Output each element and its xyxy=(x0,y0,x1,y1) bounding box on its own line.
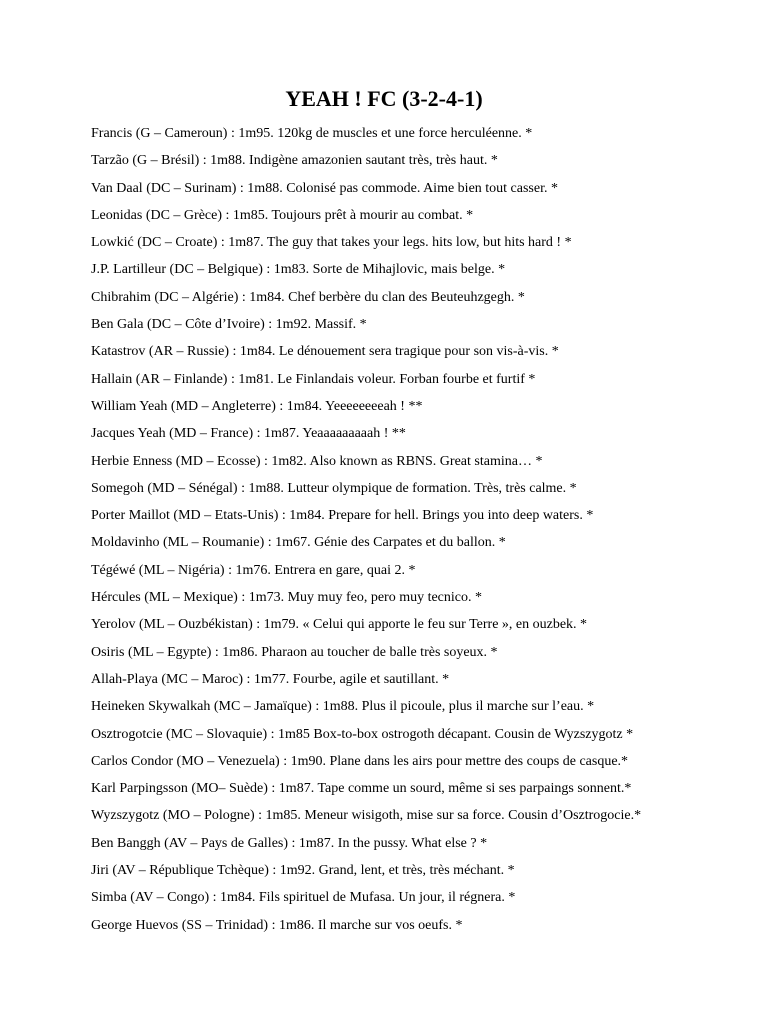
player-line: Lowkić (DC – Croate) : 1m87. The guy that takes your legs. hits low, but hits hard ! * xyxy=(91,235,572,251)
player-line: Tégéwé (ML – Nigéria) : 1m76. Entrera en gare, quai 2. * xyxy=(91,562,416,578)
player-line: Jiri (AV – République Tchèque) : 1m92. Grand, lent, et très, très méchant. * xyxy=(91,863,515,879)
player-line: Somegoh (MD – Sénégal) : 1m88. Lutteur olympique de formation. Très, très calme. * xyxy=(91,480,577,496)
player-line: J.P. Lartilleur (DC – Belgique) : 1m83. Sorte de Mihajlovic, mais belge. * xyxy=(91,262,506,278)
player-line: Tarzão (G – Brésil) : 1m88. Indigène amazonien sautant très, très haut. * xyxy=(91,153,498,169)
player-line: Heineken Skywalkah (MC – Jamaïque) : 1m88. Plus il picoule, plus il marche sur l’eau. * xyxy=(91,699,595,715)
player-line: Chibrahim (DC – Algérie) : 1m84. Chef berbère du clan des Beuteuhzgegh. * xyxy=(91,289,525,305)
player-line: Simba (AV – Congo) : 1m84. Fils spirituel de Mufasa. Un jour, il régnera. * xyxy=(91,890,516,906)
player-list xyxy=(91,120,751,939)
player-line: Osiris (ML – Egypte) : 1m86. Pharaon au toucher de balle très soyeux. * xyxy=(91,644,498,660)
player-line: Osztrogotcie (MC – Slovaquie) : 1m85 Box-to-box ostrogoth décapant. Cousin de Wyzszygotz * xyxy=(91,726,634,742)
player-line: Karl Parpingsson (MO– Suède) : 1m87. Tape comme un sourd, même si ses parpaings sonnent.* xyxy=(91,781,632,797)
player-line: Allah-Playa (MC – Maroc) : 1m77. Fourbe, agile et sautillant. * xyxy=(91,671,450,687)
player-line: Moldavinho (ML – Roumanie) : 1m67. Génie des Carpates et du ballon. * xyxy=(91,535,506,551)
page-title: YEAH ! FC (3-2-4-1) xyxy=(285,86,483,111)
player-line: George Huevos (SS – Trinidad) : 1m86. Il marche sur vos oeufs. * xyxy=(91,917,463,933)
player-line: Francis (G – Cameroun) : 1m95. 120kg de muscles et une force herculéenne. * xyxy=(91,126,533,141)
player-line: Herbie Enness (MD – Ecosse) : 1m82. Also known as RBNS. Great stamina… * xyxy=(91,453,543,469)
player-line: Wyzszygotz (MO – Pologne) : 1m85. Meneur wisigoth, mise sur sa force. Cousin d’Osztrogocie.* xyxy=(91,808,642,824)
player-line: Carlos Condor (MO – Venezuela) : 1m90. Plane dans les airs pour mettre des coups de casque.* xyxy=(91,753,629,769)
player-line: Katastrov (AR – Russie) : 1m84. Le dénouement sera tragique pour son vis-à-vis. * xyxy=(91,344,559,360)
player-line: Ben Gala (DC – Côte d’Ivoire) : 1m92. Massif. * xyxy=(91,317,367,333)
player-line: Jacques Yeah (MD – France) : 1m87. Yeaaaaaaaaah ! ** xyxy=(91,426,406,442)
player-line: William Yeah (MD – Angleterre) : 1m84. Yeeeeeeeeah ! ** xyxy=(91,398,423,414)
player-line: Ben Banggh (AV – Pays de Galles) : 1m87. In the pussy. What else ? * xyxy=(91,835,488,851)
player-line: Van Daal (DC – Surinam) : 1m88. Colonisé pas commode. Aime bien tout casser. * xyxy=(91,180,558,196)
player-line: Leonidas (DC – Grèce) : 1m85. Toujours prêt à mourir au combat. * xyxy=(91,207,474,223)
player-line: Hallain (AR – Finlande) : 1m81. Le Finlandais voleur. Forban fourbe et furtif * xyxy=(91,371,536,387)
player-line: Porter Maillot (MD – Etats-Unis) : 1m84. Prepare for hell. Brings you into deep waters. * xyxy=(91,508,594,524)
player-line: Yerolov (ML – Ouzbékistan) : 1m79. « Celui qui apporte le feu sur Terre », en ouzbek. * xyxy=(91,617,588,633)
player-line: Hércules (ML – Mexique) : 1m73. Muy muy feo, pero muy tecnico. * xyxy=(91,590,483,606)
